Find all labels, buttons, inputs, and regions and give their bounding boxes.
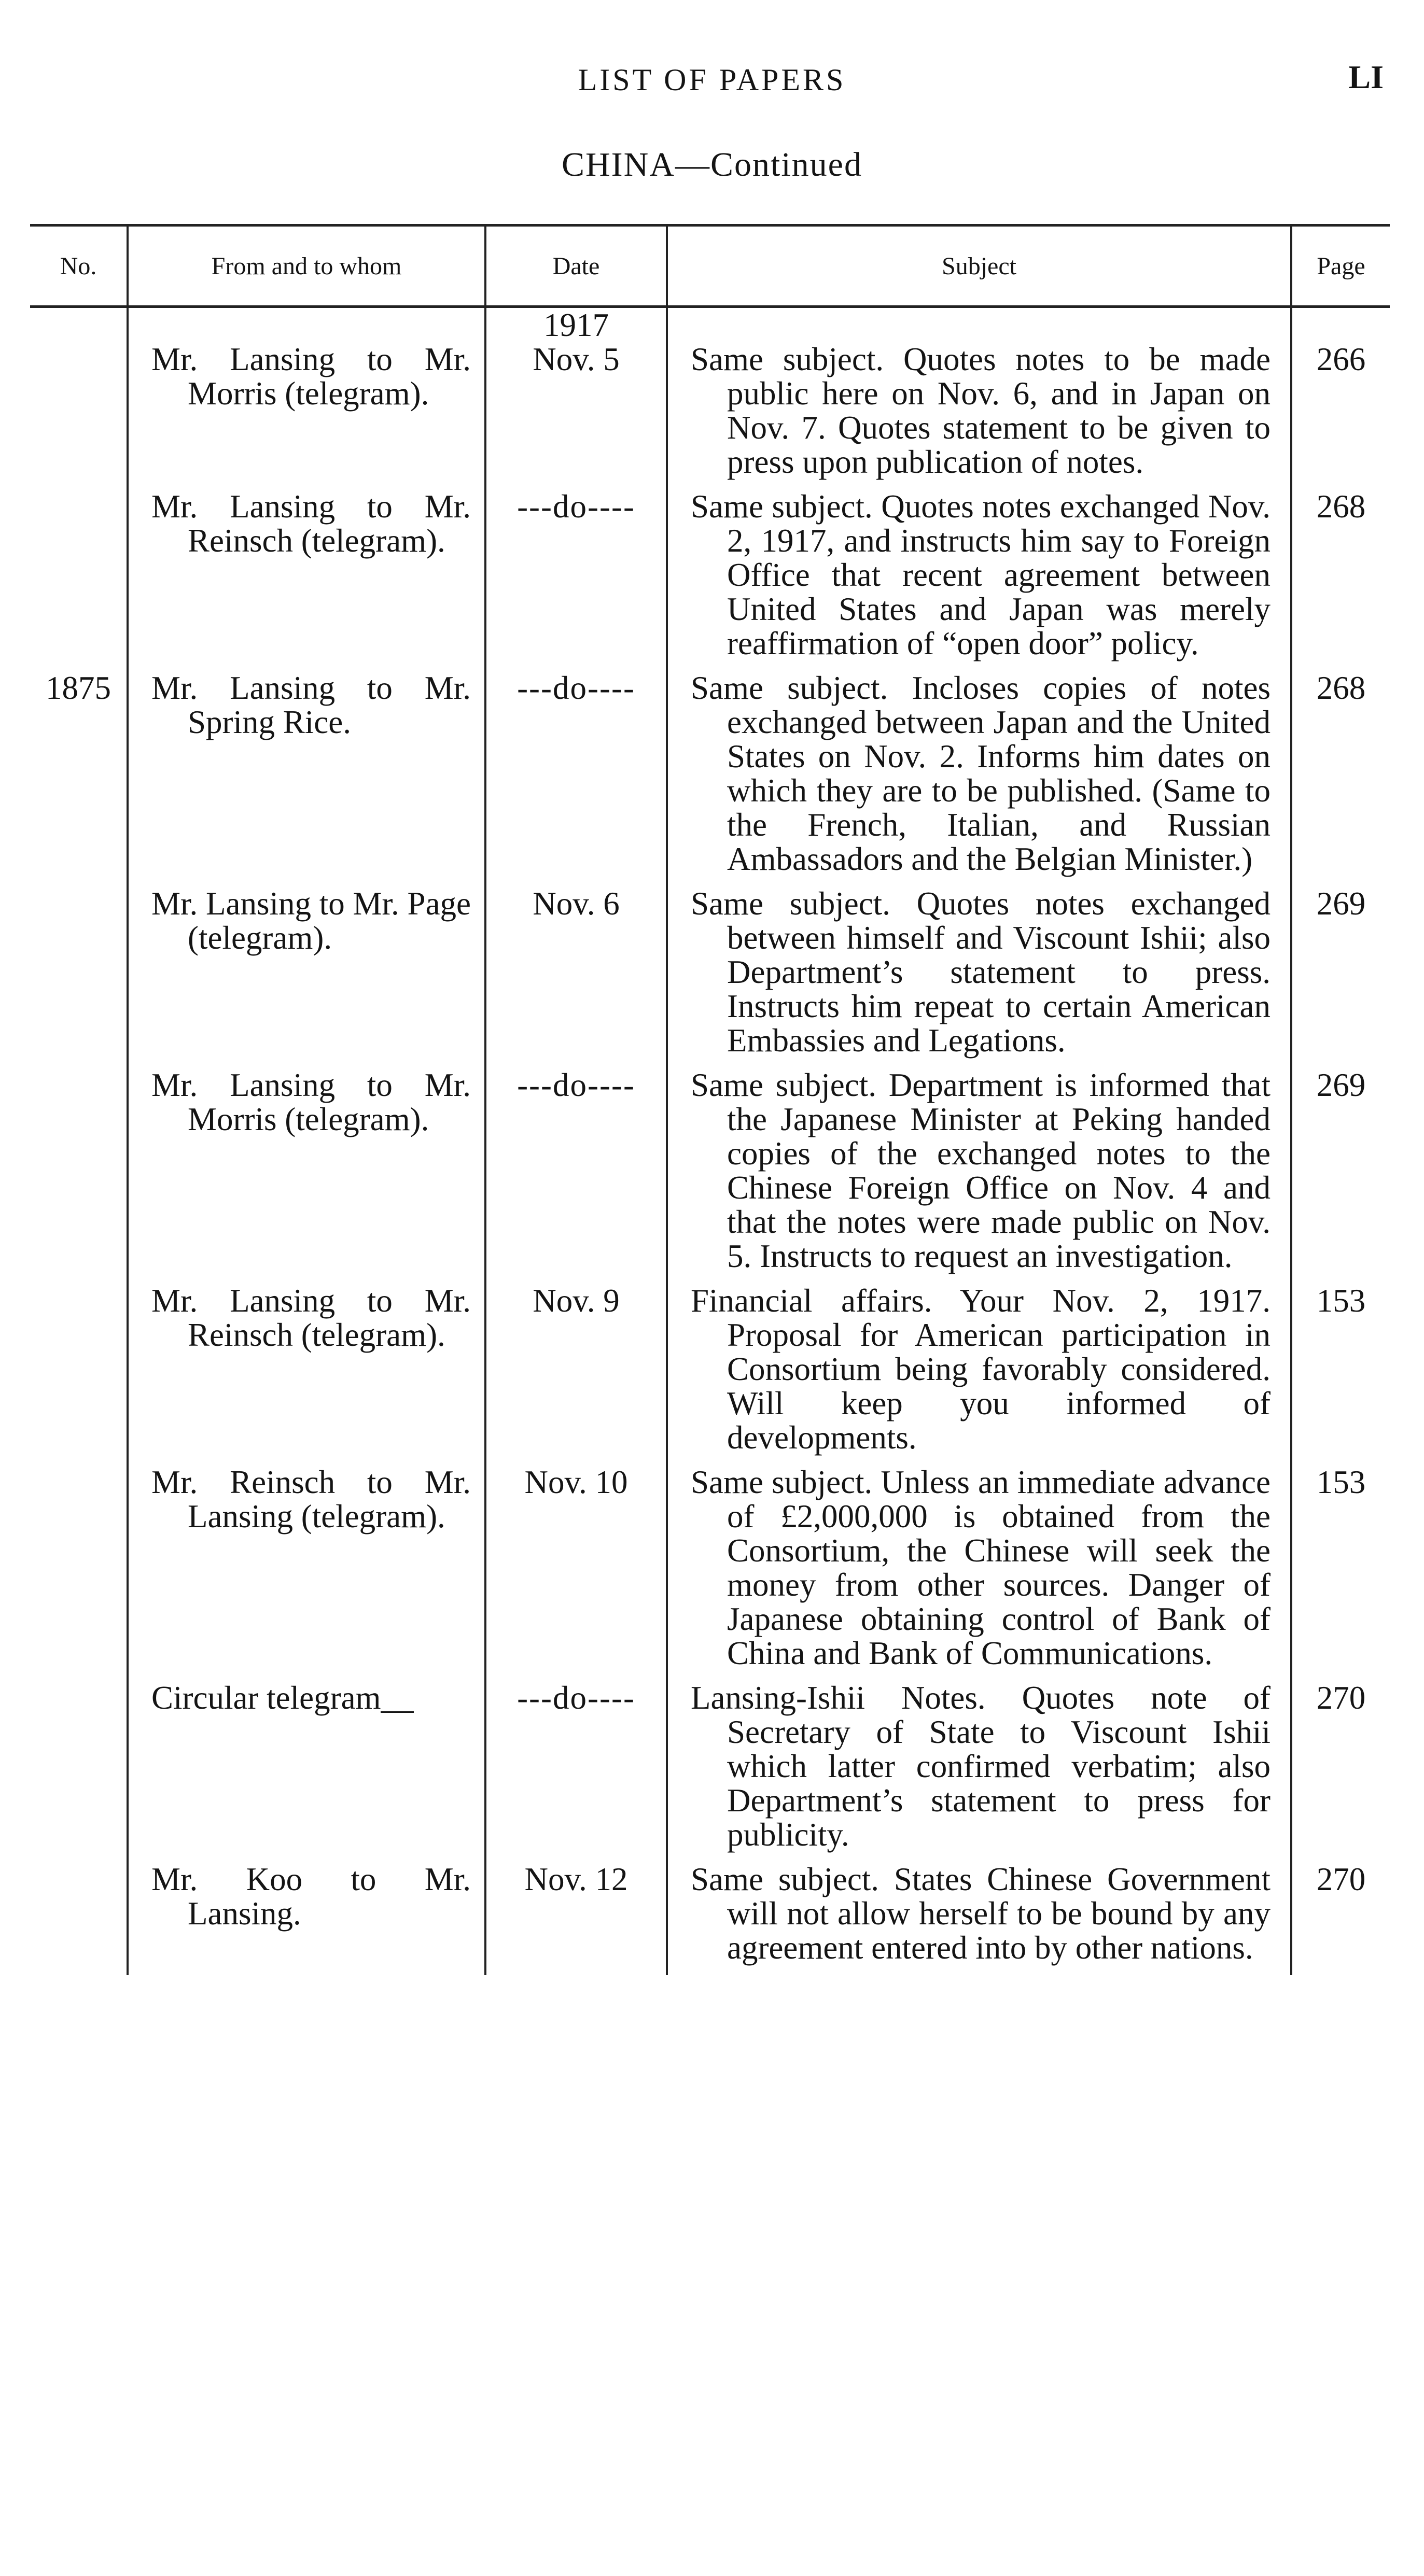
entry-page: 268 [1291,671,1390,886]
running-head: LIST OF PAPERS [578,63,846,97]
entry-subject: Same subject. Quotes notes exchanged between himself and Viscount Ishii; also Department’s statement to press. Instructs him repeat to certain American Embassies and Legations. [691,885,1271,1059]
entry-from: Mr. Lansing to Mr. Morris (telegram). [151,341,471,412]
section-title: CHINA—Continued [562,146,862,184]
entry-no [30,1284,128,1465]
year-label: 1917 [543,307,609,343]
entry-from: Mr. Lansing to Mr. Morris (telegram). [151,1067,471,1137]
column-header-page: Page [1291,226,1390,307]
table-row [30,1465,1390,1681]
entry-no [30,1465,128,1681]
entry-page: 268 [1291,489,1390,671]
column-header-date: Date [485,226,667,307]
entry-date: Nov. 12 [524,1861,628,1897]
entry-subject: Same subject. States Chinese Government will not allow herself to be bound by any agreement entered into by other nations. [691,1861,1271,1966]
entry-no [30,1862,128,1975]
entry-subject: Same subject. Incloses copies of notes exchanged between Japan and the United States on Nov. 2. Informs him dates on which they are to be published. (Same to the French, Italian, and Russian Ambassadors and the Belgian Minister.) [691,670,1271,877]
entry-date: Nov. 5 [533,341,620,377]
entry-page: 269 [1291,1068,1390,1284]
table-row [30,671,1390,886]
entry-subject: Lansing-Ishii Notes. Quotes note of Secretary of State to Viscount Ishii which latter confirmed verbatim; also Department’s statement to press for publicity. [691,1680,1271,1853]
page-number: LI [1348,59,1384,95]
table-row [30,1068,1390,1284]
table-row [30,886,1390,1068]
entry-date: Nov. 10 [524,1464,628,1500]
entry-subject: Same subject. Unless an immediate advance of £2,000,000 is obtained from the Consortium, the Chinese will seek the money from other sources. Danger of Japanese obtaining control of Bank of China and Bank of Communications. [691,1464,1271,1671]
table-row [30,489,1390,671]
entry-subject: Same subject. Quotes notes exchanged Nov. 2, 1917, and instructs him say to Foreign Office that recent agreement between United States and Japan was merely reaffirmation of “open door” policy. [691,488,1271,661]
entry-no [30,489,128,671]
column-header-from: From and to whom [128,226,485,307]
entry-date: ---do---- [517,1680,635,1716]
entry-date: ---do---- [517,670,635,706]
entry-subject: Same subject. Department is informed that the Japanese Minister at Peking handed copies of the exchanged notes to the Chinese Foreign Office on Nov. 4 and that the notes were made public on Nov. 5. Instructs to request an investigation. [691,1067,1271,1274]
entry-date: ---do---- [517,1067,635,1103]
table-row [30,307,1390,490]
entry-page: 270 [1291,1681,1390,1862]
entry-page: 153 [1291,1284,1390,1465]
entry-from: Mr. Lansing to Mr. Page (telegram). [151,885,471,956]
entry-from: Mr. Koo to Mr. Lansing. [151,1861,471,1932]
papers-table [30,224,1390,1975]
column-header-subject: Subject [667,226,1291,307]
table-row [30,1284,1390,1465]
entry-subject: Same subject. Quotes notes to be made public here on Nov. 6, and in Japan on Nov. 7. Quotes statement to be given to press upon publication of notes. [691,341,1271,480]
entry-no [30,1068,128,1284]
entry-from: Mr. Lansing to Mr. Reinsch (telegram). [151,488,471,559]
entry-subject: Financial affairs. Your Nov. 2, 1917. Proposal for American participation in Consortium being favorably considered. Will keep you informed of developments. [691,1283,1271,1456]
entry-page: 269 [1291,886,1390,1068]
table-header [30,226,1390,307]
entry-no [30,886,128,1068]
entry-no [30,307,128,490]
entry-date: Nov. 6 [533,885,620,922]
entry-from: Mr. Reinsch to Mr. Lansing (telegram). [151,1464,471,1535]
column-header-no: No. [30,226,128,307]
entry-no: 1875 [46,670,111,706]
entry-page: 153 [1291,1465,1390,1681]
entry-from: Mr. Lansing to Mr. Reinsch (telegram). [151,1283,471,1353]
entry-no [30,1681,128,1862]
entry-page: 270 [1291,1862,1390,1975]
table-row [30,1862,1390,1975]
entry-page: 266 [1291,307,1390,490]
entry-from: Mr. Lansing to Mr. Spring Rice. [151,670,471,740]
entry-date: Nov. 9 [533,1283,620,1319]
entry-date: ---do---- [517,488,635,525]
table-row [30,1681,1390,1862]
entry-from: Circular telegram__ [151,1680,414,1716]
